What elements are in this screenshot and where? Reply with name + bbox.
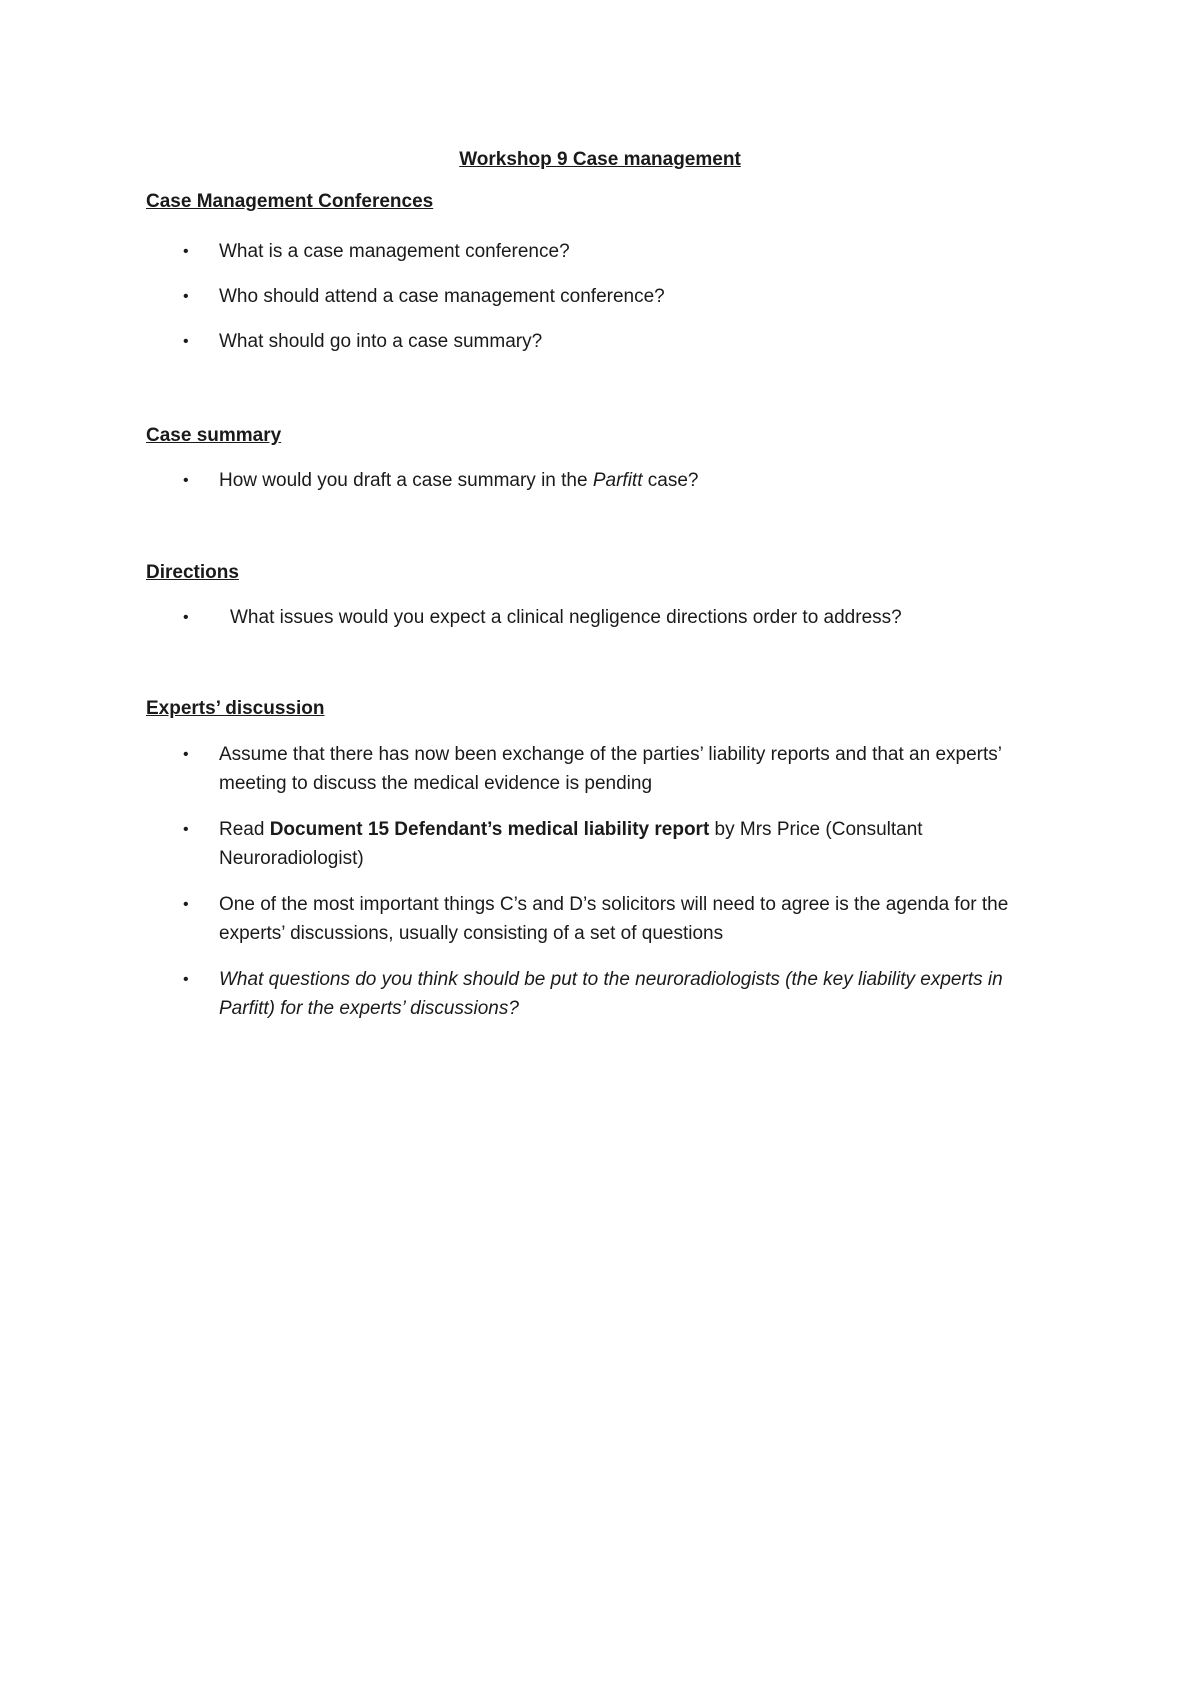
bullet-icon: • <box>183 472 189 489</box>
bullet-icon: • <box>183 971 189 988</box>
section-heading-experts-discussion: Experts’ discussion <box>146 698 325 719</box>
list-item-text: Assume that there has now been exchange of the parties’ liability reports and that an experts’ meeting to discuss the medical evidence is pending <box>219 744 1002 794</box>
list-item-text: Read Document 15 Defendant’s medical liability report by Mrs Price (Consultant Neuroradiologist) <box>219 819 923 869</box>
bullet-icon: • <box>183 896 189 913</box>
list-item-text: One of the most important things C’s and D’s solicitors will need to agree is the agenda for the experts’ discussions, usually consisting of a set of questions <box>219 894 1009 944</box>
list-item-text: What questions do you think should be put to the neuroradiologists (the key liability experts in Parfitt) for the experts’ discussions? <box>219 969 1003 1019</box>
bullet-icon: • <box>183 609 189 626</box>
list-item-text: How would you draft a case summary in the Parfitt case? <box>219 470 699 491</box>
section-heading-directions: Directions <box>146 562 239 583</box>
document-title: Workshop 9 Case management <box>459 149 741 170</box>
bullet-icon: • <box>183 243 189 260</box>
bullet-icon: • <box>183 288 189 305</box>
bullet-icon: • <box>183 333 189 350</box>
section-heading-case-summary: Case summary <box>146 425 282 446</box>
list-item-text: What should go into a case summary? <box>219 331 543 352</box>
bullet-icon: • <box>183 746 189 763</box>
list-item-text: Who should attend a case management conference? <box>219 286 665 307</box>
list-item-text: What is a case management conference? <box>219 241 570 262</box>
section-heading-case-management-conferences: Case Management Conferences <box>146 191 434 212</box>
list-item-text: What issues would you expect a clinical negligence directions order to address? <box>230 607 902 628</box>
bullet-icon: • <box>183 821 189 838</box>
